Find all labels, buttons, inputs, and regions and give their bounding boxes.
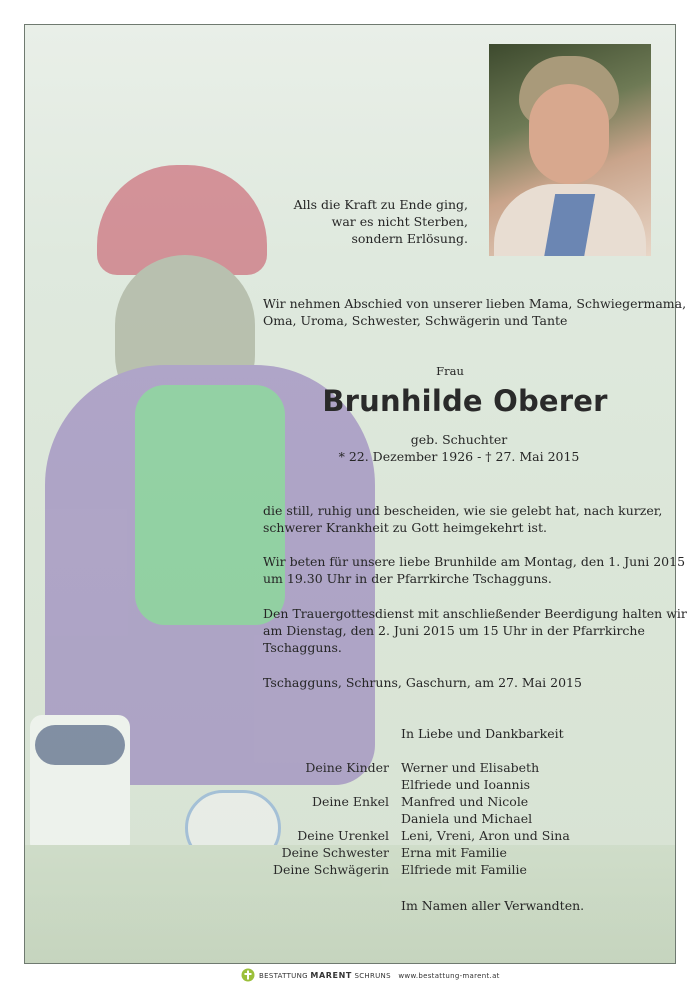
intro-line: Wir nehmen Abschied von unserer lieben Mama, Schwiegermama,	[263, 296, 687, 311]
portrait-photo	[489, 44, 651, 256]
footer	[0, 966, 700, 990]
mourner-label-schwaegerin: Deine Schwägerin	[272, 862, 389, 877]
paragraph-line: Tschagguns.	[263, 640, 342, 655]
birth-info	[300, 431, 618, 465]
mourner-label-urenkel: Deine Urenkel	[297, 828, 389, 843]
salutation: Frau	[436, 364, 464, 378]
brand-prefix: BESTATTUNG	[259, 972, 308, 980]
mourners-heading: In Liebe und Dankbarkeit	[401, 726, 564, 741]
obituary-frame	[24, 24, 687, 964]
intro-text	[263, 295, 687, 329]
paragraph-line: Wir beten für unsere liebe Brunhilde am Montag, den 1. Juni 2015	[263, 554, 686, 569]
paragraph-line: um 19.30 Uhr in der Pfarrkirche Tschagguns.	[263, 571, 552, 586]
funeral-home-logo-icon	[241, 968, 255, 982]
mourner-name: Erna mit Familie	[401, 845, 507, 860]
mourner-label-kinder: Deine Kinder	[305, 760, 389, 775]
mourner-name: Daniela und Michael	[401, 811, 533, 826]
paragraph-line: schwerer Krankheit zu Gott heimgekehrt ist.	[263, 520, 547, 535]
quote	[238, 196, 468, 247]
paragraph-passing	[263, 502, 673, 536]
footer-brand	[259, 971, 500, 980]
birth-name: geb. Schuchter	[410, 432, 508, 447]
life-dates: * 22. Dezember 1926 - † 27. Mai 2015	[338, 449, 580, 464]
paragraph-place-date: Tschagguns, Schruns, Gaschurn, am 27. Mai 2015	[263, 675, 582, 690]
paragraph-line: am Dienstag, den 2. Juni 2015 um 15 Uhr in der Pfarrkirche	[263, 623, 645, 638]
footer-website-link[interactable]: www.bestattung-marent.at	[398, 972, 500, 980]
intro-line: Oma, Uroma, Schwester, Schwägerin und Tante	[263, 313, 568, 328]
brand-place: SCHRUNS	[354, 972, 391, 980]
paragraph-line: Den Trauergottesdienst mit anschließender Beerdigung halten wir	[263, 606, 687, 621]
deceased-name: Brunhilde Oberer	[322, 384, 608, 418]
mourner-name: Manfred und Nicole	[401, 794, 529, 809]
quote-line: sondern Erlösung.	[351, 231, 468, 246]
quote-line: war es nicht Sterben,	[331, 214, 468, 229]
mourner-label-schwester: Deine Schwester	[281, 845, 389, 860]
paragraph-line: die still, ruhig und bescheiden, wie sie gelebt hat, nach kurzer,	[263, 503, 663, 518]
mourner-name: Werner und Elisabeth	[401, 760, 540, 775]
mourner-name: Elfriede und Ioannis	[401, 777, 530, 792]
brand-name: MARENT	[310, 971, 352, 980]
mourner-name: Leni, Vreni, Aron und Sina	[401, 828, 570, 843]
mourner-label-enkel: Deine Enkel	[312, 794, 389, 809]
quote-line: Alls die Kraft zu Ende ging,	[293, 197, 468, 212]
paragraph-funeral	[263, 605, 687, 656]
paragraph-prayer	[263, 553, 686, 587]
closing-line: Im Namen aller Verwandten.	[401, 898, 585, 913]
mourner-name: Elfriede mit Familie	[401, 862, 527, 877]
